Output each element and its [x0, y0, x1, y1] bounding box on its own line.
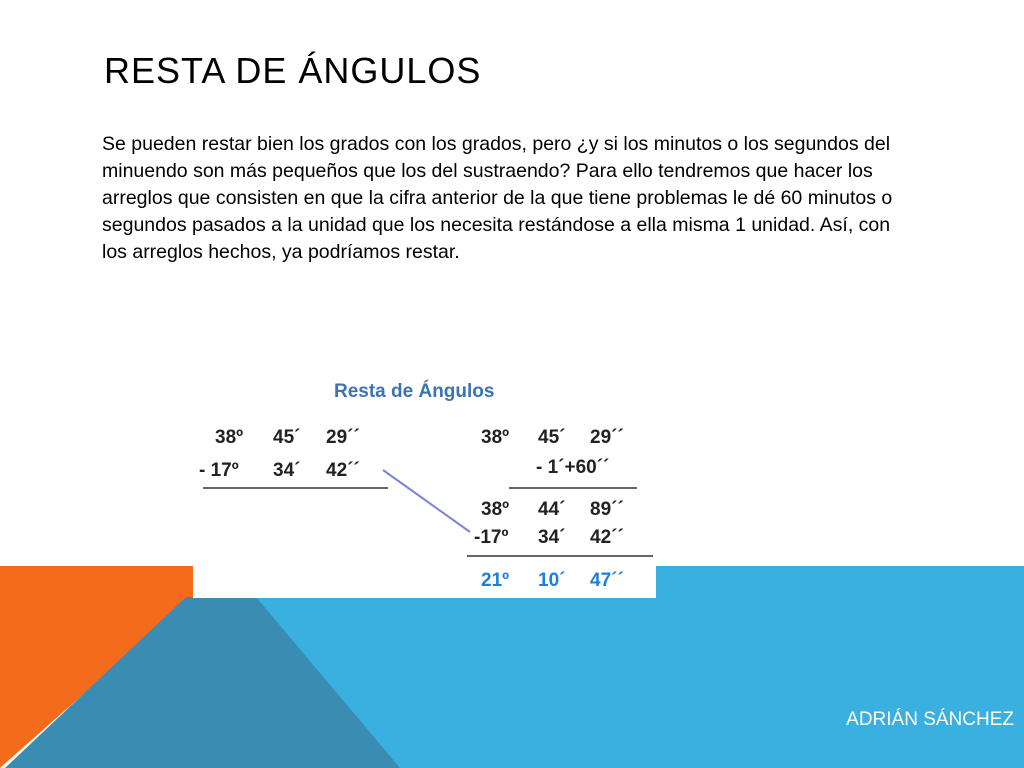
author-name: ADRIÁN SÁNCHEZ: [846, 709, 1014, 730]
left-operation: [199, 427, 388, 488]
right-subtrahend-min: 34´: [538, 527, 566, 548]
left-subtrahend-min: 34´: [273, 460, 301, 481]
right-operation: [467, 427, 653, 556]
right-subtrahend-deg: -17º: [474, 527, 509, 548]
left-minuend-deg: 38º: [215, 427, 244, 448]
result-sec: 47´´: [590, 570, 624, 591]
left-minuend-min: 45´: [273, 427, 301, 448]
left-minuend-sec: 29´´: [326, 427, 360, 448]
angle-subtraction-figure: [193, 360, 656, 598]
left-subtrahend-sec: 42´´: [326, 460, 360, 481]
right-minuend-min: 45´: [538, 427, 566, 448]
right-arranged-min: 44´: [538, 499, 566, 520]
right-adjust: - 1´+60´´: [536, 457, 610, 478]
right-subtrahend-sec: 42´´: [590, 527, 624, 548]
right-result: [481, 570, 624, 591]
right-minuend-deg: 38º: [481, 427, 510, 448]
slide-title: RESTA DE ÁNGULOS: [104, 50, 482, 91]
figure-heading: Resta de Ángulos: [334, 381, 495, 402]
connector-line: [383, 470, 470, 532]
result-deg: 21º: [481, 570, 510, 591]
right-minuend-sec: 29´´: [590, 427, 624, 448]
slide-body-text: Se pueden restar bien los grados con los grados, pero ¿y si los minutos o los segundos del minuendo son más pequeños que los del sustraendo? Para ello tendremos que hacer los arreglos que consisten en que la cifra anterior de la que tiene problemas le dé 60 minutos o segundos pasados a la unidad que los necesita restándose a ella misma 1 unidad. Así, con los arreglos hechos, ya podríamos restar.: [102, 133, 893, 263]
right-arranged-sec: 89´´: [590, 499, 624, 520]
right-arranged-deg: 38º: [481, 499, 510, 520]
left-subtrahend-deg: - 17º: [199, 460, 239, 481]
result-min: 10´: [538, 570, 566, 591]
